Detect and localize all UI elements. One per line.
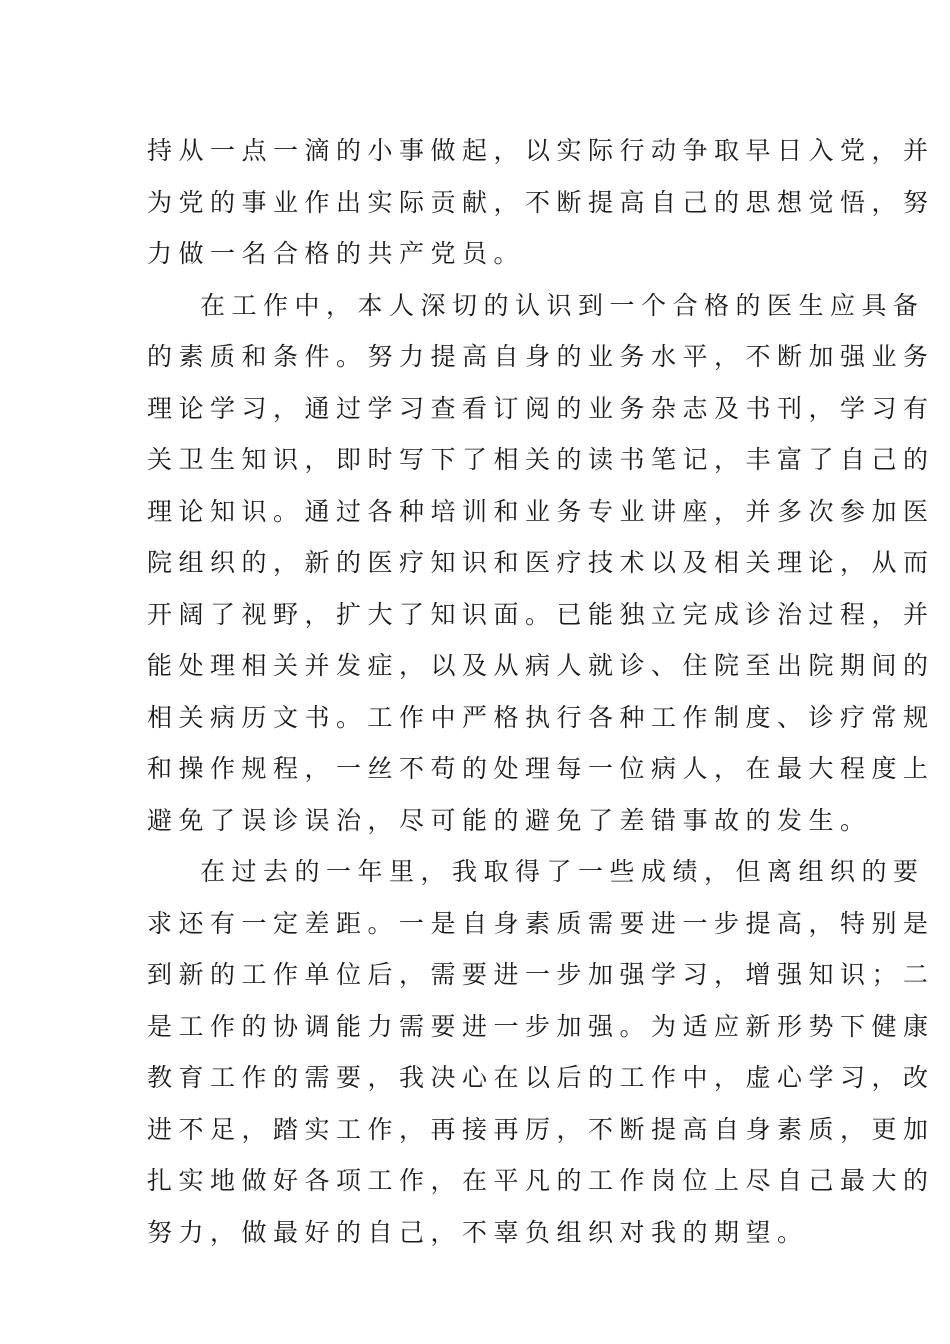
text-line: 教育工作的需要，我决心在以后的工作中，虚心学习，改 [147, 1063, 935, 1092]
text-line: 院组织的，新的医疗知识和医疗技术以及相关理论，从而 [147, 548, 935, 577]
text-line: 在过去的一年里，我取得了一些成绩，但离组织的要 [200, 857, 925, 886]
text-line: 进不足，踏实工作，再接再厉，不断提高自身素质，更加 [147, 1114, 935, 1144]
paragraph-2 [147, 280, 935, 847]
text-line: 相关病历文书。工作中严格执行各种工作制度、诊疗常规 [147, 702, 935, 732]
text-line: 开阔了视野，扩大了知识面。已能独立完成诊治过程，并 [147, 599, 935, 629]
text-line: 求还有一定差距。一是自身素质需要进一步提高，特别是 [147, 908, 935, 938]
paragraph-3 [147, 846, 935, 1258]
document-body [147, 125, 935, 1258]
text-line: 和操作规程，一丝不苟的处理每一位病人，在最大程度上 [147, 754, 935, 783]
text-line: 扎实地做好各项工作，在平凡的工作岗位上尽自己最大的 [147, 1166, 935, 1195]
text-line: 理论知识。通过各种培训和业务专业讲座，并多次参加医 [147, 496, 935, 526]
text-line: 持从一点一滴的小事做起，以实际行动争取早日入党，并 [147, 136, 935, 165]
text-line: 理论学习，通过学习查看订阅的业务杂志及书刊，学习有 [147, 393, 935, 423]
text-line: 避免了误诊误治，尽可能的避免了差错事故的发生。 [147, 805, 872, 835]
text-line: 到新的工作单位后，需要进一步加强学习，增强知识；二 [147, 960, 935, 989]
text-line: 能处理相关并发症，以及从病人就诊、住院至出院期间的 [147, 651, 935, 680]
text-line: 关卫生知识，即时写下了相关的读书笔记，丰富了自己的 [147, 445, 935, 474]
text-line: 力做一名合格的共产党员。 [147, 239, 526, 268]
paragraph-1 [147, 125, 935, 280]
text-line: 在工作中，本人深切的认识到一个合格的医生应具备 [200, 290, 925, 320]
text-line: 的素质和条件。努力提高自身的业务水平，不断加强业务 [147, 342, 935, 371]
text-line: 努力，做最好的自己，不辜负组织对我的期望。 [147, 1217, 809, 1247]
text-line: 为党的事业作出实际贡献，不断提高自己的思想觉悟，努 [147, 187, 935, 217]
text-line: 是工作的协调能力需要进一步加强。为适应新形势下健康 [147, 1011, 935, 1041]
